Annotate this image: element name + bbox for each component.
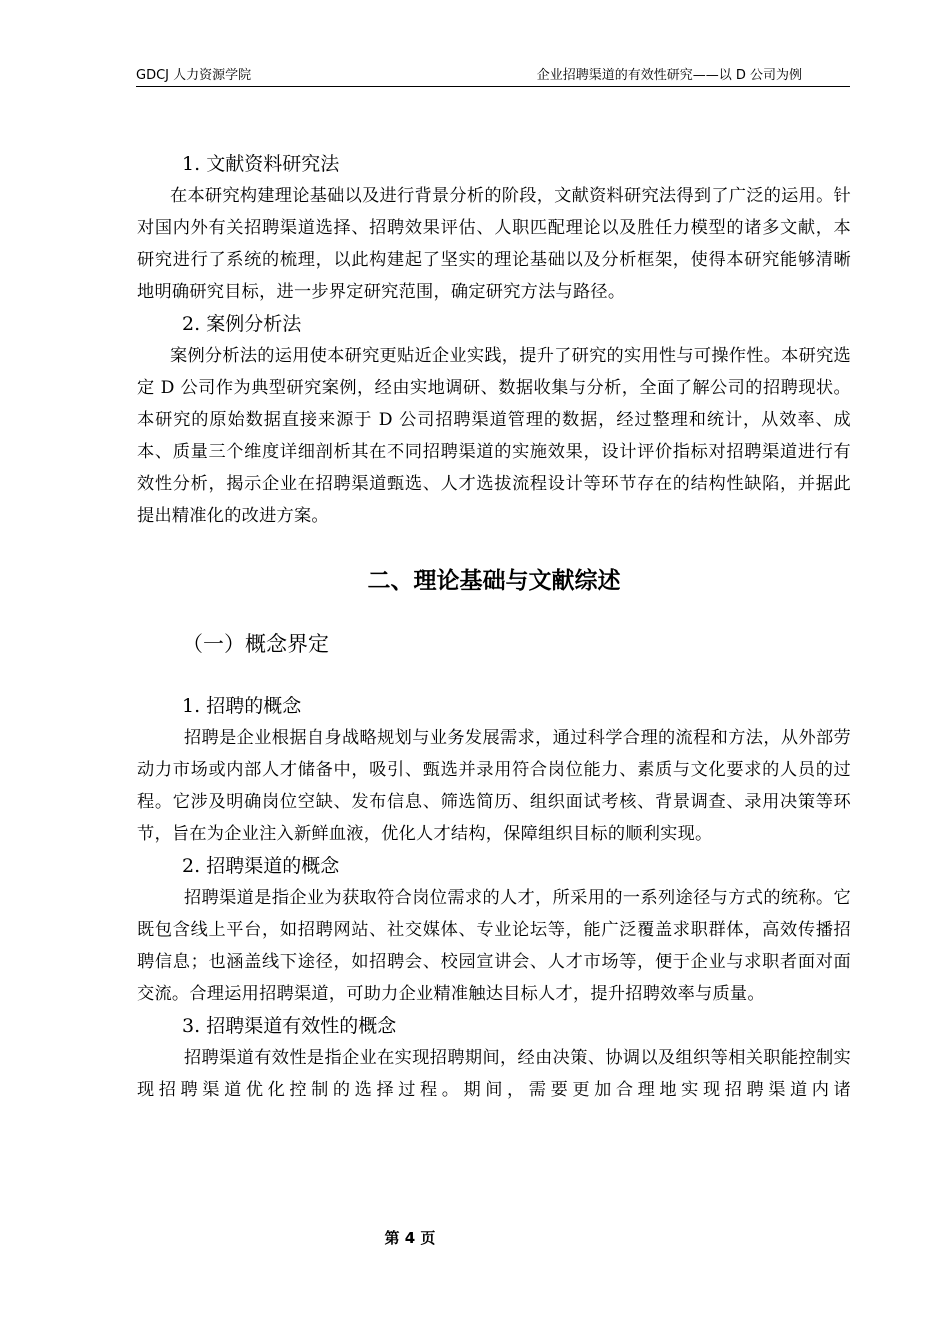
concept-number: 1. (182, 695, 201, 717)
paragraph-recruitment-concept: 招聘是企业根据自身战略规划与业务发展需求，通过科学合理的流程和方法，从外部劳动力市场或内部人才储备中，吸引、甄选并录用符合岗位能力、素质与文化要求的人员的过程。它涉及明确岗位空缺、发布信息、筛选简历、组织面试考核、背景调查、录用决策等环节，旨在为企业注入新鲜血液，优化人才结构，保障组织目标的顺利实现。 (137, 728, 851, 844)
section-number: 1. (182, 153, 201, 175)
section-heading-case-method (137, 308, 851, 340)
concept-title: 招聘渠道的概念 (206, 855, 340, 877)
page-number: 第 4 页 (384, 1229, 436, 1247)
concept-number: 3. (182, 1015, 201, 1037)
header-institution: GDCJ 人力资源学院 (136, 68, 252, 83)
concept-heading-channel-effectiveness (137, 1010, 851, 1042)
paragraph-literature-method: 在本研究构建理论基础以及进行背景分析的阶段，文献资料研究法得到了广泛的运用。针对国内外有关招聘渠道选择、招聘效果评估、人职匹配理论以及胜任力模型的诸多文献，本研究进行了系统的梳理，以此构建起了坚实的理论基础以及分析框架，使得本研究能够清晰地明确研究目标，进一步界定研究范围，确定研究方法与路径。 (137, 186, 851, 302)
section-heading-literature-method (137, 148, 851, 180)
concept-title: 招聘的概念 (206, 695, 302, 717)
section-number: 2. (182, 313, 201, 335)
chapter-title: 二、理论基础与文献综述 (367, 568, 621, 594)
paragraph-channel-effectiveness-concept: 招聘渠道有效性是指企业在实现招聘期间，经由决策、协调以及组织等相关职能控制实现招聘渠道优化控制的选择过程。期间，需要更加合理地实现招聘渠道内诸 (137, 1048, 851, 1100)
header-paper-title: 企业招聘渠道的有效性研究——以 D 公司为例 (536, 68, 802, 83)
page-content (137, 148, 851, 1106)
concept-heading-recruitment (137, 690, 851, 722)
page-header (136, 66, 850, 87)
section-title: 文献资料研究法 (206, 153, 340, 175)
concept-title: 招聘渠道有效性的概念 (206, 1015, 397, 1037)
concept-number: 2. (182, 855, 201, 877)
concept-heading-channel (137, 850, 851, 882)
paragraph-channel-concept: 招聘渠道是指企业为获取符合岗位需求的人才，所采用的一系列途径与方式的统称。它既包含线上平台，如招聘网站、社交媒体、专业论坛等，能广泛覆盖求职群体，高效传播招聘信息；也涵盖线下途径，如招聘会、校园宣讲会、人才市场等，便于企业与求职者面对面交流。合理运用招聘渠道，可助力企业精准触达目标人才，提升招聘效率与质量。 (137, 888, 851, 1004)
subsection-title: （一）概念界定 (182, 632, 329, 656)
paragraph-case-method: 案例分析法的运用使本研究更贴近企业实践，提升了研究的实用性与可操作性。本研究选定 D 公司作为典型研究案例，经由实地调研、数据收集与分析，全面了解公司的招聘现状。本研究的原始数据直接来源于 D 公司招聘渠道管理的数据，经过整理和统计，从效率、成本、质量三个维度详细剖析其在不同招聘渠道的实施效果，设计评价指标对招聘渠道进行有效性分析，揭示企业在招聘渠道甄选、人才选拔流程设计等环节存在的结构性缺陷，并据此提出精准化的改进方案。 (137, 346, 851, 526)
section-title: 案例分析法 (206, 313, 302, 335)
page-footer (0, 1228, 950, 1248)
